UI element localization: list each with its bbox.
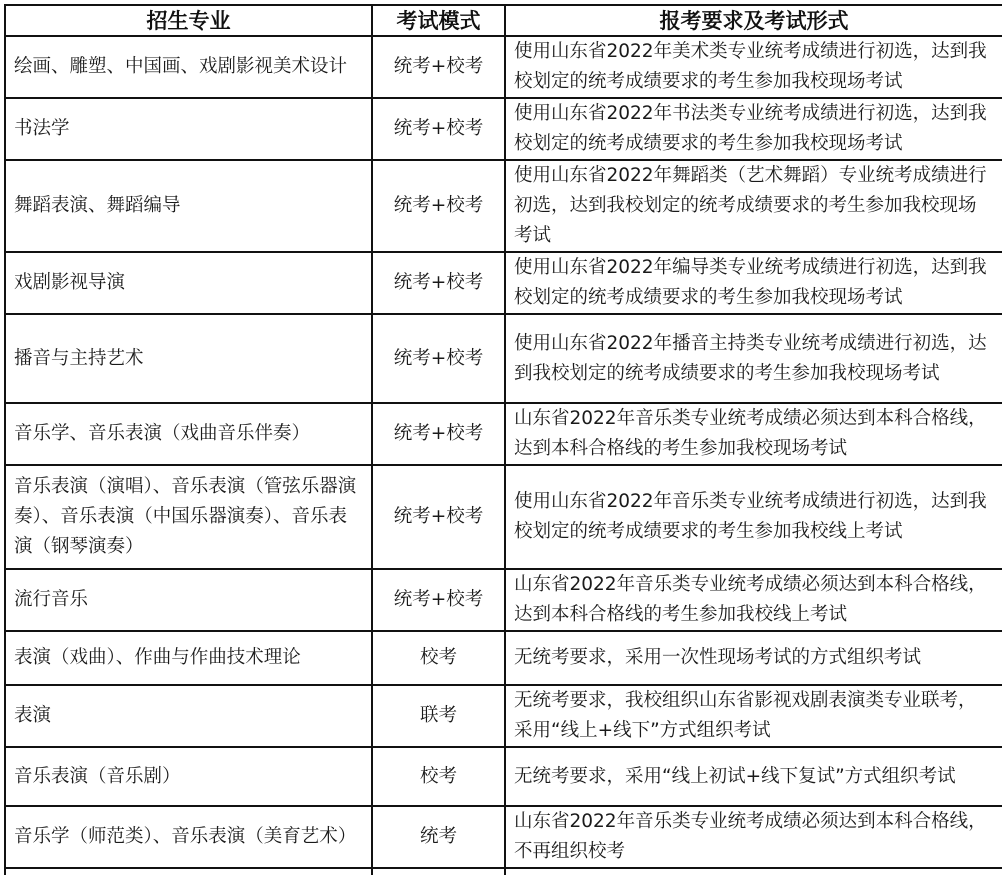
requirement-cell: 山东省2022年音乐类专业统考成绩必须达到本科合格线，达到本科合格线的考生参加我校线上考试 [505, 569, 1002, 631]
table-body [5, 36, 1002, 875]
major-cell: 音乐学、音乐表演（戏曲音乐伴奏） [5, 403, 372, 465]
exam-mode-cell: 统考+校考 [372, 160, 505, 252]
exam-mode-cell: 统考+校考 [372, 252, 505, 314]
major-cell: 舞蹈表演、舞蹈编导 [5, 160, 372, 252]
table-row [5, 252, 1002, 314]
empty-cell [372, 868, 505, 875]
requirement-cell: 使用山东省2022年播音主持类专业统考成绩进行初选，达到我校划定的统考成绩要求的考生参加我校现场考试 [505, 314, 1002, 403]
major-cell: 流行音乐 [5, 569, 372, 631]
exam-mode-cell: 统考+校考 [372, 465, 505, 569]
table-row [5, 36, 1002, 98]
header-requirement: 报考要求及考试形式 [505, 5, 1002, 36]
table-row [5, 747, 1002, 806]
requirement-cell: 使用山东省2022年舞蹈类（艺术舞蹈）专业统考成绩进行初选，达到我校划定的统考成绩要求的考生参加我校现场考试 [505, 160, 1002, 252]
requirement-cell: 无统考要求，采用一次性现场考试的方式组织考试 [505, 631, 1002, 685]
table-row [5, 465, 1002, 569]
table-row [5, 685, 1002, 747]
requirement-cell: 使用山东省2022年音乐类专业统考成绩进行初选，达到我校划定的统考成绩要求的考生参加我校线上考试 [505, 465, 1002, 569]
exam-mode-cell: 统考+校考 [372, 314, 505, 403]
table-row [5, 314, 1002, 403]
table-header-row [5, 5, 1002, 36]
header-exam-mode: 考试模式 [372, 5, 505, 36]
requirement-cell: 无统考要求，我校组织山东省影视戏剧表演类专业联考，采用“线上+线下”方式组织考试 [505, 685, 1002, 747]
admission-requirements-table [4, 4, 1002, 875]
major-cell: 戏剧影视导演 [5, 252, 372, 314]
empty-cell [5, 868, 372, 875]
requirement-cell: 使用山东省2022年书法类专业统考成绩进行初选，达到我校划定的统考成绩要求的考生参加我校现场考试 [505, 98, 1002, 160]
table-row [5, 631, 1002, 685]
requirement-cell: 山东省2022年音乐类专业统考成绩必须达到本科合格线，达到本科合格线的考生参加我校现场考试 [505, 403, 1002, 465]
exam-mode-cell: 统考+校考 [372, 569, 505, 631]
major-cell: 书法学 [5, 98, 372, 160]
exam-mode-cell: 统考+校考 [372, 36, 505, 98]
exam-mode-cell: 统考+校考 [372, 403, 505, 465]
exam-mode-cell: 统考+校考 [372, 98, 505, 160]
table-row [5, 160, 1002, 252]
major-cell: 表演 [5, 685, 372, 747]
major-cell: 绘画、雕塑、中国画、戏剧影视美术设计 [5, 36, 372, 98]
requirement-cell: 山东省2022年音乐类专业统考成绩必须达到本科合格线，不再组织校考 [505, 806, 1002, 868]
requirement-cell: 使用山东省2022年美术类专业统考成绩进行初选，达到我校划定的统考成绩要求的考生参加我校现场考试 [505, 36, 1002, 98]
requirement-cell: 使用山东省2022年编导类专业统考成绩进行初选，达到我校划定的统考成绩要求的考生参加我校现场考试 [505, 252, 1002, 314]
table-row [5, 806, 1002, 868]
exam-mode-cell: 校考 [372, 747, 505, 806]
major-cell: 音乐表演（音乐剧） [5, 747, 372, 806]
exam-mode-cell: 联考 [372, 685, 505, 747]
requirement-cell: 无统考要求，采用“线上初试+线下复试”方式组织考试 [505, 747, 1002, 806]
header-major: 招生专业 [5, 5, 372, 36]
major-cell: 音乐表演（演唱）、音乐表演（管弦乐器演奏）、音乐表演（中国乐器演奏）、音乐表演（钢琴演奏） [5, 465, 372, 569]
table-row [5, 98, 1002, 160]
major-cell: 音乐学（师范类）、音乐表演（美育艺术） [5, 806, 372, 868]
table-row [5, 403, 1002, 465]
empty-cell [505, 868, 1002, 875]
exam-mode-cell: 统考 [372, 806, 505, 868]
table-row-partial [5, 868, 1002, 875]
table-row [5, 569, 1002, 631]
major-cell: 表演（戏曲）、作曲与作曲技术理论 [5, 631, 372, 685]
major-cell: 播音与主持艺术 [5, 314, 372, 403]
exam-mode-cell: 校考 [372, 631, 505, 685]
